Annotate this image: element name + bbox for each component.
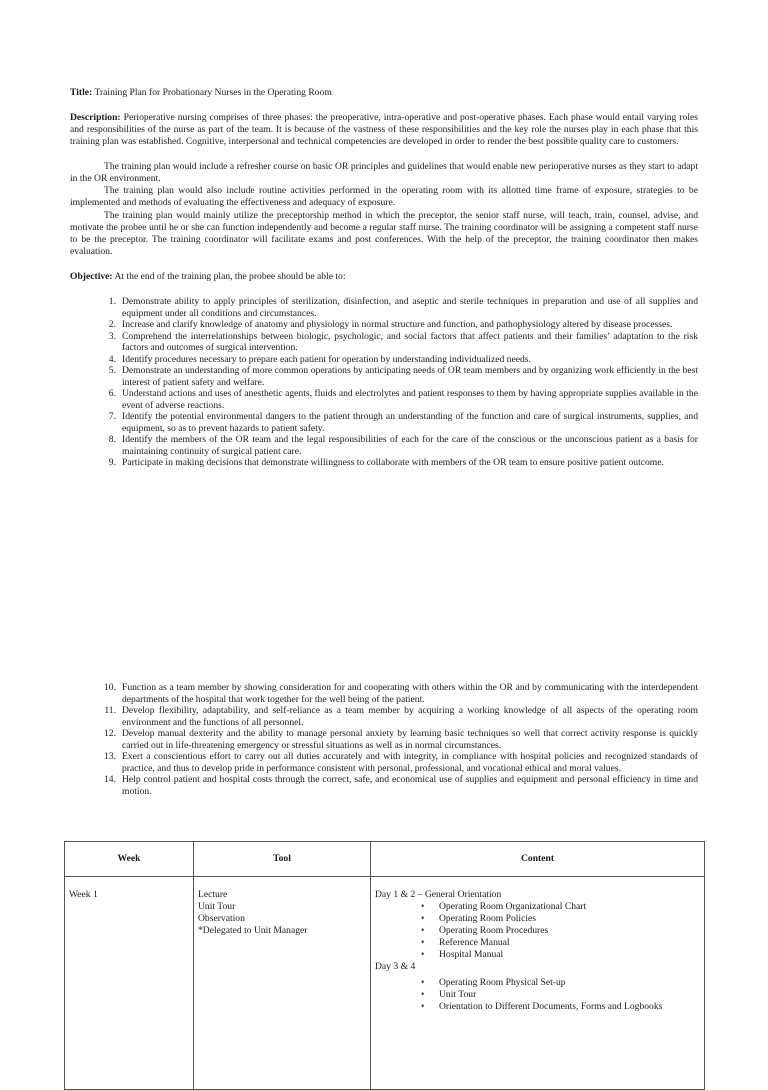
title-label: Title: bbox=[70, 87, 93, 98]
description-paragraph-4: The training plan would mainly utilize the preceptorship method in which the preceptor, the senior staff nurse, will teach, train, counsel, advise, and motivate the probee until he or she can function independently and become a regular staff nurse. The training coordinator will be assigning a competent staff nurse to be the preceptor. The training coordinator will facilitate exams and post conferences. With the help of the preceptor, the training coordinator then makes evaluation. bbox=[70, 210, 698, 257]
tool-header: Tool bbox=[194, 842, 371, 877]
description-paragraph-2: The training plan would include a refresher course on basic OR principles and guidelines that would enable new perioperative nurses as they start to adapt in the OR environment. bbox=[70, 161, 698, 184]
list-item: 8. Identify the members of the OR team and the legal responsibilities of each for the care of the conscious or the unconscious patient as a basis for maintaining continuity of surgical patient care. bbox=[108, 434, 698, 457]
list-item: 13. Exert a conscientious effort to carry out all duties accurately and with integrity, in compliance with hospital policies and recognized standards of practice, and thus to develop pride in performance consistent with personal, professional, and vocational ethical and moral values. bbox=[104, 751, 698, 774]
objective-line bbox=[70, 271, 698, 283]
day-1-2-label: Day 1 & 2 – General Orientation bbox=[375, 889, 502, 900]
list-item: • Unit Tour bbox=[375, 989, 700, 1001]
week-cell: Week 1 bbox=[65, 877, 194, 1090]
day-3-4-list bbox=[375, 977, 700, 1013]
list-item: 9. Participate in making decisions that demonstrate willingness to collaborate with members of the OR team to ensure positive patient outcome. bbox=[108, 457, 664, 468]
list-item: 10. Function as a team member by showing consideration for and cooperating with others within the OR and by communicating with the interdependent departments of the hospital that work together for the well being of the patient. bbox=[104, 682, 698, 705]
content-header: Content bbox=[371, 842, 705, 877]
list-item: • Hospital Manual bbox=[375, 949, 700, 961]
list-item: • Orientation to Different Documents, Forms and Logbooks bbox=[375, 1001, 700, 1013]
table-header-row bbox=[65, 842, 705, 877]
objective-list-part-1 bbox=[0, 296, 698, 469]
list-item: 11. Develop flexibility, adaptability, and self-reliance as a team member by acquiring a working knowledge of all aspects of the operating room environment and the functions of all personnel. bbox=[104, 705, 698, 728]
list-item: 7. Identify the potential environmental dangers to the patient through an understanding of the function and care of surgical instruments, supplies, and equipment, so as to prevent hazards to patient safety. bbox=[108, 411, 698, 434]
day-3-4-label: Day 3 & 4 bbox=[375, 961, 416, 972]
objective-label: Objective: bbox=[70, 271, 113, 282]
content-cell bbox=[371, 877, 705, 1090]
week-header: Week bbox=[65, 842, 194, 877]
objective-list-part-2 bbox=[0, 682, 698, 797]
list-item: 2. Increase and clarify knowledge of anatomy and physiology in normal structure and function, and pathophysiology altered by disease processes. bbox=[108, 319, 673, 330]
list-item: • Operating Room Procedures bbox=[375, 925, 700, 937]
description-label: Description: bbox=[70, 112, 121, 123]
list-item: • Operating Room Organizational Chart bbox=[375, 901, 700, 913]
title-text: Training Plan for Probationary Nurses in the Operating Room bbox=[94, 87, 332, 98]
table-row bbox=[65, 877, 705, 1090]
list-item: 1. Demonstrate ability to apply principles of sterilization, disinfection, and aseptic and sterile techniques in preparation and use of all supplies and equipment under all conditions and circumstances. bbox=[108, 296, 698, 319]
list-item: 12. Develop manual dexterity and the ability to manage personal anxiety by learning basic techniques so well that correct activity response is quickly carried out in life-threatening emergency or stressful situations as well as in normal circumstances. bbox=[104, 728, 698, 751]
list-item: 4. Identify procedures necessary to prepare each patient for operation by understanding individualized needs. bbox=[108, 353, 531, 365]
list-item: • Operating Room Policies bbox=[375, 913, 700, 925]
description-paragraph-3: The training plan would also include routine activities performed in the operating room with its allotted time frame of exposure, strategies to be implemented and methods of evaluating the effectiveness and adequacy of exposure. bbox=[70, 185, 698, 208]
list-item: 3. Comprehend the interrelationships between biologic, psychologic, and social factors that affect patients and their families’ adaptation to the risk factors and outcomes of surgical intervention. bbox=[108, 330, 698, 353]
title-line bbox=[70, 87, 698, 99]
day-1-2-list bbox=[375, 901, 700, 961]
training-plan-table bbox=[64, 841, 705, 1090]
list-item: 5. Demonstrate an understanding of more common operations by anticipating needs of OR team members and by organizing work efficiently in the best interest of patient safety and welfare. bbox=[108, 365, 698, 388]
list-item: 14. Help control patient and hospital costs through the correct, safe, and economical use of supplies and equipment and personal efficiency in time and motion. bbox=[104, 774, 698, 797]
list-item: 6. Understand actions and uses of anesthetic agents, fluids and electrolytes and patient responses to them by having appropriate supplies available in the event of adverse reactions. bbox=[108, 388, 698, 411]
tool-cell: Lecture Unit Tour Observation *Delegated to Unit Manager bbox=[194, 877, 371, 1090]
list-item: • Reference Manual bbox=[375, 937, 700, 949]
description-paragraph-1: Description: Perioperative nursing comprises of three phases: the preoperative, intra-operative and post-operative phases. Each phase would entail varying roles and responsibilities of the nurse as part of the team. It is because of the vastness of these responsibilities and the key role the nurses play in each phase that this training plan was established. Cognitive, interpersonal and technical competencies are developed in order to render the best possible quality care to customers. bbox=[70, 112, 698, 147]
objective-intro: At the end of the training plan, the probee should be able to: bbox=[114, 271, 346, 282]
list-item: • Operating Room Physical Set-up bbox=[375, 977, 700, 989]
